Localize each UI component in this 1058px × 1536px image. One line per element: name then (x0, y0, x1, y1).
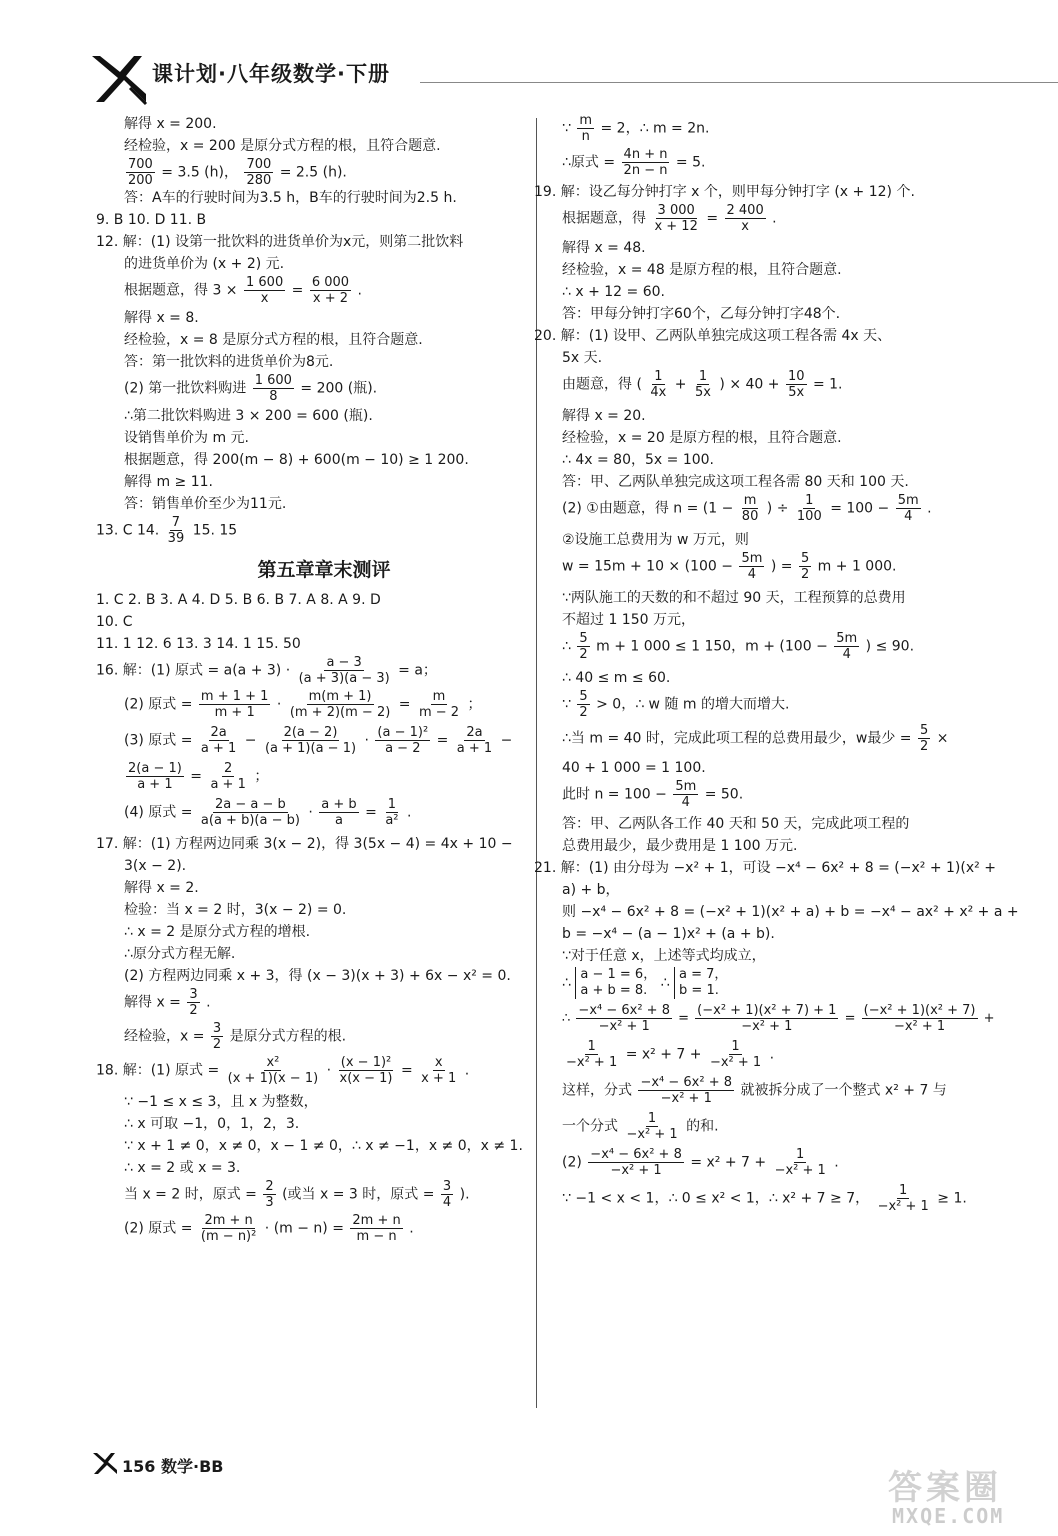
fraction: $\frac{5m}{4}$ (836, 631, 858, 662)
text-line: 根据题意，得 3 × $\frac{1 600}{x}$ = $\frac{6 000}{x + 2}$ . (124, 275, 362, 306)
text-line: (2) $\frac{\text{−x⁴ − 6x² + 8}}{\text{−x² + 1}}$ = x² + 7 + $\frac{1}{\text{−x² + 1}}$ . (562, 1147, 839, 1178)
left-column (96, 113, 530, 1247)
fraction: $\frac{7}{39}$ (167, 515, 185, 546)
text-line: 16. 解：(1) 原式 = a(a + 3) · $\frac{a - 3}{(a + 3)(a - 3)}$ = a； (96, 655, 437, 686)
text-line: (3) 原式 = $\frac{2a}{a + 1}$ − $\frac{2(a - 2)}{(a + 1)(a - 1)}$ · $\frac{\text{(a − 1)²}}{a - 2}$ = $\frac{2a}{a + 1}$ − (124, 725, 513, 756)
fraction: $\frac{3}{4}$ (442, 1179, 452, 1210)
text-line: 解得 x = $\frac{3}{2}$ . (124, 987, 211, 1018)
text-line: 40 + 1 000 = 1 100. (562, 760, 706, 776)
fraction: $\frac{2a - a - b}{a(a + b)(a - b)}$ (200, 797, 300, 828)
text-line: 20. 解：(1) 设甲、乙两队单独完成这项工程各需 4x 天、 (534, 328, 892, 344)
text-line: 经检验，x = 20 是原方程的根，且符合题意. (562, 430, 842, 446)
text-line: ∴ x + 12 = 60. (562, 284, 665, 300)
text-line: 答：A车的行驶时间为3.5 h，B车的行驶时间为2.5 h. (124, 190, 457, 206)
text-line: (2) ①由题意，得 n = (1 − $\frac{m}{80}$ ) ÷ $\frac{1}{100}$ = 100 − $\frac{5m}{4}$ . (562, 493, 932, 524)
text-line: 这样，分式 $\frac{\text{−x⁴ − 6x² + 8}}{\text{−x² + 1}}$ 就被拆分成了一个整式 x² + 7 与 (562, 1075, 947, 1106)
text-line: 设销售单价为 m 元. (124, 430, 249, 446)
fraction: $\frac{1}{4x}$ (650, 369, 667, 400)
text-line: 答：第一批饮料的进货单价为8元. (124, 354, 334, 370)
fraction: $\frac{6 000}{x + 2}$ (311, 275, 350, 306)
text-line: ∴ 4x = 80，5x = 100. (562, 452, 714, 468)
fraction: $\frac{\text{x²}}{(x + 1)(x - 1)}$ (227, 1055, 319, 1086)
text-line: 答：甲、乙两队单独完成这项工程各需 80 天和 100 天. (562, 474, 909, 490)
text-line: 解得 m ≥ 11. (124, 474, 213, 490)
text-line: (4) 原式 = $\frac{2a - a - b}{a(a + b)(a - b)}$ · $\frac{a + b}{a}$ = $\frac{1}{\text{a²}}$ . (124, 797, 412, 828)
text-line: $\frac{1}{\text{−x² + 1}}$ = x² + 7 + $\frac{1}{\text{−x² + 1}}$ . (566, 1039, 775, 1070)
fraction: $\frac{\text{−x⁴ − 6x² + 8}}{\text{−x² + 1}}$ (640, 1075, 733, 1106)
fraction: $\frac{1}{\text{−x² + 1}}$ (566, 1039, 618, 1070)
text-line: 解得 x = 2. (124, 880, 199, 896)
fraction: $\frac{1}{\text{−x² + 1}}$ (877, 1183, 929, 1214)
fraction: $\frac{a - 3}{(a + 3)(a - 3)}$ (298, 655, 390, 686)
text-line: 答：销售单价至少为11元. (124, 496, 287, 512)
fraction: $\frac{3 000}{x + 12}$ (654, 203, 698, 234)
fraction: $\frac{2 400}{x}$ (726, 203, 764, 234)
text-line: 则 −x⁴ − 6x² + 8 = (−x² + 1)(x² + a) + b = −x⁴ − ax² + x² + a + (562, 904, 1019, 920)
page-header (90, 48, 980, 108)
fraction: $\frac{\text{(a − 1)²}}{a - 2}$ (377, 725, 429, 756)
fraction: $\frac{2(a - 1)}{a + 1}$ (128, 761, 182, 792)
fraction: $\frac{700}{200}$ (128, 157, 153, 188)
text-line: 经检验，x = 8 是原分式方程的根，且符合题意. (124, 332, 423, 348)
fraction: $\frac{1}{100}$ (796, 493, 822, 524)
text-line: 11. 1 12. 6 13. 3 14. 1 15. 50 (96, 636, 301, 652)
text-line: 5x 天. (562, 350, 603, 366)
fraction: $\frac{2}{a + 1}$ (210, 761, 246, 792)
text-line: 检验：当 x = 2 时，3(x − 2) = 0. (124, 902, 347, 918)
text-line: ∵ −1 ≤ x ≤ 3，且 x 为整数， (124, 1094, 318, 1110)
text-line: 解得 x = 48. (562, 240, 646, 256)
fraction: $\frac{3}{2}$ (189, 987, 198, 1018)
fraction: $\frac{2}{3}$ (265, 1179, 274, 1210)
fraction: $\frac{5}{2}$ (579, 631, 588, 662)
text-line: (2) 原式 = $\frac{m + 1 + 1}{m + 1}$ · $\frac{m(m + 1)}{(m + 2)(m - 2)}$ = $\frac{m}{m - 2}$ ； (124, 689, 482, 720)
fraction: $\frac{3}{2}$ (212, 1021, 222, 1052)
equation-system: a − 1 = 6， a + b = 8. (575, 967, 656, 999)
fraction: $\frac{1}{\text{a²}}$ (385, 797, 399, 828)
text-line: 21. 解：(1) 由分母为 −x² + 1，可设 −x⁴ − 6x² + 8 = (−x² + 1)(x² + (534, 860, 996, 876)
watermark (880, 1460, 1020, 1530)
text-line: 当 x = 2 时，原式 = $\frac{2}{3}$ (或当 x = 3 时，原式 = $\frac{3}{4}$ ). (124, 1179, 470, 1210)
text-line: 的进货单价为 (x + 2) 元. (124, 256, 285, 272)
text-line: ∴当 m = 40 时，完成此项工程的总费用最少，w最少 = $\frac{5}{2}$ × (562, 723, 949, 754)
text-line: $\frac{700}{200}$ = 3.5 (h)， $\frac{700}{280}$ = 2.5 (h). (128, 157, 347, 188)
text-line: ∵ −1 < x < 1，∴ 0 ≤ x² < 1，∴ x² + 7 ≥ 7， $\frac{1}{\text{−x² + 1}}$ ≥ 1. (562, 1183, 967, 1214)
text-line: 17. 解：(1) 方程两边同乘 3(x − 2)，得 3(5x − 4) = 4x + 10 − (96, 836, 513, 852)
text-line: ∵ x + 1 ≠ 0，x ≠ 0，x − 1 ≠ 0，∴ x ≠ −1，x ≠ 0，x ≠ 1. (124, 1138, 523, 1154)
watermark-logo: 答案圈 (888, 1468, 1002, 1508)
text-line: $\frac{2(a - 1)}{a + 1}$ = $\frac{2}{a + 1}$ ； (128, 761, 269, 792)
fraction: $\frac{1}{\text{−x² + 1}}$ (709, 1039, 762, 1070)
right-column (534, 113, 1019, 1219)
text-line: 经检验，x = 48 是原方程的根，且符合题意. (562, 262, 842, 278)
fraction: $\frac{m(m + 1)}{(m + 2)(m - 2)}$ (289, 689, 391, 720)
fraction: $\frac{2a}{a + 1}$ (456, 725, 493, 756)
text-line: ∴ $\frac{5}{2}$ m + 1 000 ≤ 1 150，m + (100 − $\frac{5m}{4}$ ) ≤ 90. (562, 631, 915, 662)
book-logo-icon (92, 1450, 118, 1476)
text-line: a) + b， (562, 882, 620, 898)
text-line: 答：甲、乙两队各工作 40 天和 50 天，完成此项工程的 (562, 816, 910, 832)
text-line: ∴ x = 2 或 x = 3. (124, 1160, 241, 1176)
text-line: 3(x − 2). (124, 858, 187, 874)
text-line: ∴ $\frac{\text{−x⁴ − 6x² + 8}}{\text{−x² + 1}}$ = $\frac{\text{(−x² + 1)(x² + 7) + 1}}{\text{−x² + 1}}$ = $\frac{\text{(−x² + 1)(x² + 7)}}{\text{−x² + 1}}$ + (562, 1003, 995, 1034)
fraction: $\frac{5m}{4}$ (897, 493, 919, 524)
text-line: ∵ $\frac{m}{n}$ = 2，∴ m = 2n. (562, 113, 710, 144)
fraction: $\frac{5}{2}$ (800, 551, 810, 582)
text-line: ∵两队施工的天数的和不超过 90 天，工程预算的总费用 (562, 590, 906, 606)
fraction: $\frac{5m}{4}$ (741, 551, 763, 582)
text-line: b = −x⁴ − (a − 1)x² + (a + b). (562, 926, 775, 942)
fraction: $\frac{1 600}{x}$ (246, 275, 284, 306)
text-line: (2) 第一批饮料购进 $\frac{1 600}{8}$ = 200 (瓶). (124, 373, 378, 404)
text-line: 9. B 10. D 11. B (96, 212, 207, 228)
text-line: 不超过 1 150 万元， (562, 612, 695, 628)
fraction: $\frac{\text{(−x² + 1)(x² + 7) + 1}}{\text{−x² + 1}}$ (697, 1003, 837, 1034)
text-line: (2) 方程两边同乘 x + 3，得 (x − 3)(x + 3) + 6x − x² = 0. (124, 968, 511, 984)
text-line: w = 15m + 10 × (100 − $\frac{5m}{4}$ ) = $\frac{5}{2}$ m + 1 000. (562, 551, 897, 582)
text-line: 19. 解：设乙每分钟打字 x 个，则甲每分钟打字 (x + 12) 个. (534, 184, 915, 200)
fraction: $\frac{m}{n}$ (579, 113, 593, 144)
text-line: ∴ 40 ≤ m ≤ 60. (562, 670, 671, 686)
text-line: ∴原式 = $\frac{4n + n}{2n - n}$ = 5. (562, 147, 706, 178)
fraction: $\frac{5m}{4}$ (675, 779, 697, 810)
text-line: 12. 解：(1) 设第一批饮料的进货单价为x元，则第二批饮料 (96, 234, 464, 250)
text-line: 解得 x = 20. (562, 408, 646, 424)
text-line: ∴原分式方程无解. (124, 946, 236, 962)
header-rule (420, 82, 1058, 83)
book-logo-icon (90, 48, 148, 106)
fraction: $\frac{a + b}{a}$ (321, 797, 357, 828)
fraction: $\frac{1}{5x}$ (694, 369, 711, 400)
fraction: $\frac{\text{(−x² + 1)(x² + 7)}}{\text{−x² + 1}}$ (863, 1003, 976, 1034)
fraction: $\frac{x}{x + 1}$ (421, 1055, 457, 1086)
text-line: ∴第二批饮料购进 3 × 200 = 600 (瓶). (124, 408, 373, 424)
text-line: 答：甲每分钟打字60个，乙每分钟打字48个. (562, 306, 841, 322)
text-line: ∴ a − 1 = 6， a + b = 8. ∴ a = 7， b = 1. (562, 967, 728, 998)
page-number: 156 数学·BB (122, 1457, 224, 1476)
fraction: $\frac{4n + n}{2n - n}$ (623, 147, 668, 178)
fraction: $\frac{m}{m - 2}$ (418, 689, 460, 720)
fraction: $\frac{5}{2}$ (579, 689, 588, 720)
fraction: $\frac{10}{5x}$ (787, 369, 805, 400)
section-heading: 第五章章末测评 (257, 559, 391, 581)
text-line: 一个分式 $\frac{1}{\text{−x² + 1}}$ 的和. (562, 1111, 719, 1142)
fraction: $\frac{m}{80}$ (741, 493, 759, 524)
text-line: 经检验，x = $\frac{3}{2}$ 是原分式方程的根. (124, 1021, 347, 1052)
watermark-url: MXQE.COM (892, 1504, 1005, 1528)
fraction: $\frac{1}{\text{−x² + 1}}$ (774, 1147, 826, 1178)
text-line: ∵对于任意 x，上述等式均成立， (562, 948, 766, 964)
fraction: $\frac{2m + n}{\text{(m − n)²}}$ (200, 1213, 257, 1244)
text-line: 经检验，x = 200 是原分式方程的根，且符合题意. (124, 138, 441, 154)
text-line: 1. C 2. B 3. A 4. D 5. B 6. B 7. A 8. A 9. D (96, 592, 381, 608)
text-line: 由题意，得 ( $\frac{1}{4x}$ + $\frac{1}{5x}$ ) × 40 + $\frac{10}{5x}$ = 1. (562, 369, 843, 400)
fraction: $\frac{\text{−x⁴ − 6x² + 8}}{\text{−x² + 1}}$ (578, 1003, 670, 1034)
text-line: 13. C 14. $\frac{7}{39}$ 15. 15 (96, 515, 238, 546)
fraction: $\frac{\text{(x − 1)²}}{x(x - 1)}$ (339, 1055, 393, 1086)
text-line: 10. C (96, 614, 133, 630)
fraction: $\frac{2a}{a + 1}$ (200, 725, 237, 756)
text-line: 此时 n = 100 − $\frac{5m}{4}$ = 50. (562, 779, 744, 810)
text-line: 18. 解：(1) 原式 = $\frac{\text{x²}}{(x + 1)(x - 1)}$ · $\frac{\text{(x − 1)²}}{x(x - 1)}$ = $\frac{x}{x + 1}$ . (96, 1055, 470, 1086)
fraction: $\frac{2(a - 2)}{(a + 1)(a - 1)}$ (264, 725, 357, 756)
column-divider (536, 118, 537, 1408)
fraction: $\frac{2m + n}{m - n}$ (352, 1213, 401, 1244)
text-line: ②设施工总费用为 w 万元，则 (562, 532, 749, 548)
fraction: $\frac{1}{\text{−x² + 1}}$ (626, 1111, 678, 1142)
text-line: 根据题意，得 200(m − 8) + 600(m − 10) ≥ 1 200. (124, 452, 469, 468)
text-line: 根据题意，得 $\frac{3 000}{x + 12}$ = $\frac{2 400}{x}$ . (562, 203, 777, 234)
fraction: $\frac{1 600}{8}$ (254, 373, 292, 404)
text-line: ∴ x = 2 是原分式方程的增根. (124, 924, 311, 940)
text-line: ∵ $\frac{5}{2}$ > 0，∴ w 随 m 的增大而增大. (562, 689, 790, 720)
fraction: $\frac{5}{2}$ (919, 723, 929, 754)
page-title: 课计划·八年级数学·下册 (152, 62, 390, 86)
equation-system: a = 7， b = 1. (674, 967, 727, 999)
fraction: $\frac{m + 1 + 1}{m + 1}$ (200, 689, 269, 720)
text-line: 解得 x = 8. (124, 310, 199, 326)
text-line: 总费用最少，最少费用是 1 100 万元. (562, 838, 798, 854)
text-line: (2) 原式 = $\frac{2m + n}{\text{(m − n)²}}$ · (m − n) = $\frac{2m + n}{m - n}$ . (124, 1213, 414, 1244)
fraction: $\frac{\text{−x⁴ − 6x² + 8}}{\text{−x² + 1}}$ (590, 1147, 682, 1178)
fraction: $\frac{700}{280}$ (246, 157, 272, 188)
text-line: 解得 x = 200. (124, 116, 217, 132)
text-line: ∴ x 可取 −1，0，1，2，3. (124, 1116, 300, 1132)
